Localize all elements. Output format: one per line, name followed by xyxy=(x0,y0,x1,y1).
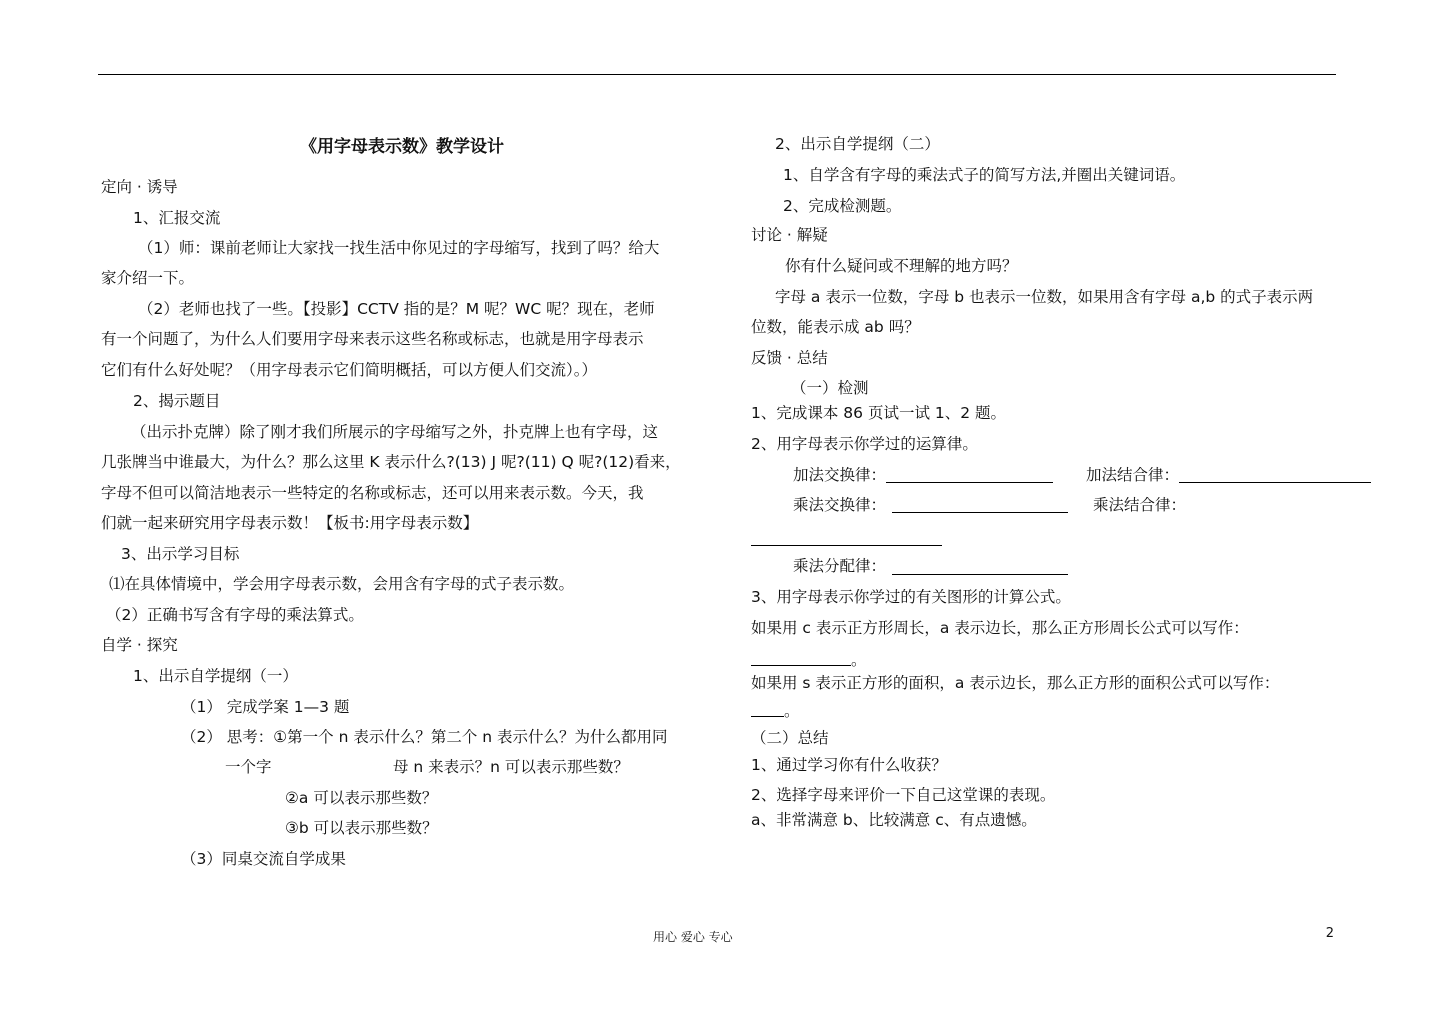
right-line: 3、用字母表示你学过的有关图形的计算公式。 xyxy=(751,588,1071,606)
multiplication-commutative-label: 乘法交换律： xyxy=(793,496,887,514)
left-line: 们就一起来研究用字母表示数！【板书:用字母表示数】 xyxy=(101,514,479,532)
left-line: （3）同桌交流自学成果 xyxy=(181,850,346,868)
right-line: 2、出示自学提纲（二） xyxy=(775,135,940,153)
left-line: （1） 完成学案 1—3 题 xyxy=(181,698,350,716)
left-line: （出示扑克牌）除了刚才我们所展示的字母缩写之外，扑克牌上也有字母，这 xyxy=(131,423,659,441)
right-line: 1、自学含有字母的乘法式子的简写方法,并圈出关键词语。 xyxy=(783,166,1186,184)
right-line: 。 xyxy=(851,651,867,669)
right-line: 你有什么疑问或不理解的地方吗？ xyxy=(785,257,1018,275)
left-line: ⑴在具体情境中，学会用字母表示数，会用含有字母的式子表示数。 xyxy=(109,575,575,593)
left-line: 有一个问题了，为什么人们要用字母来表示这些名称或标志，也就是用字母表示 xyxy=(101,330,644,348)
left-line: （2）老师也找了一些。【投影】CCTV 指的是？M 呢？WC 呢？现在，老师 xyxy=(138,300,655,318)
right-line: 字母 a 表示一位数，字母 b 也表示一位数，如果用含有字母 a,b 的式子表示两 xyxy=(775,288,1314,306)
left-line: 它们有什么好处呢？（用字母表示它们简明概括，可以方便人们交流）。） xyxy=(101,361,598,379)
left-line: ②a 可以表示那些数？ xyxy=(285,789,438,807)
right-line: 如果用 s 表示正方形的面积，a 表示边长，那么正方形的面积公式可以写作： xyxy=(751,674,1280,692)
addition-commutative-blank[interactable] xyxy=(886,468,1053,483)
right-line: 1、通过学习你有什么收获？ xyxy=(751,756,947,774)
section-heading: 定向 · 诱导 xyxy=(101,178,178,196)
right-line: 2、用字母表示你学过的运算律。 xyxy=(751,435,978,453)
multiplication-associative-blank[interactable] xyxy=(751,531,942,546)
distributive-label: 乘法分配律： xyxy=(793,557,887,575)
right-line: 如果用 c 表示正方形周长，a 表示边长，那么正方形周长公式可以写作： xyxy=(751,619,1249,637)
multiplication-associative-label: 乘法结合律： xyxy=(1093,496,1187,514)
right-line: 1、完成课本 86 页试一试 1、2 题。 xyxy=(751,404,1007,422)
left-line: （2）正确书写含有字母的乘法算式。 xyxy=(106,606,364,624)
left-line: 家介绍一下。 xyxy=(101,269,195,287)
addition-associative-blank[interactable] xyxy=(1179,468,1371,483)
right-line: 2、选择字母来评价一下自己这堂课的表现。 xyxy=(751,786,1056,804)
section-heading: 反馈 · 总结 xyxy=(751,349,828,367)
header-rule xyxy=(98,74,1336,75)
left-line: 一个字 xyxy=(225,758,272,776)
left-line: 2、揭示题目 xyxy=(133,392,221,410)
left-line: 几张牌当中谁最大，为什么？那么这里 K 表示什么?(13) J 呢?(11) Q 呢?(12)看来， xyxy=(101,453,681,471)
left-line: 1、出示自学提纲（一） xyxy=(133,667,298,685)
left-line: 1、汇报交流 xyxy=(133,209,221,227)
section-heading: 自学 · 探究 xyxy=(101,636,178,654)
right-line: 。 xyxy=(784,702,800,720)
left-line: （1）师：课前老师让大家找一找生活中你见过的字母缩写，找到了吗？给大 xyxy=(138,239,660,257)
page-footer: 用心 爱心 专心 xyxy=(653,930,733,944)
left-line: ③b 可以表示那些数？ xyxy=(285,819,438,837)
left-line: 母 n 来表示？n 可以表示那些数？ xyxy=(393,758,629,776)
right-line: 位数，能表示成 ab 吗？ xyxy=(751,318,920,336)
distributive-blank[interactable] xyxy=(892,560,1068,575)
right-line: （二）总结 xyxy=(751,729,829,747)
left-line: 3、出示学习目标 xyxy=(121,545,240,563)
page-number: 2 xyxy=(1325,926,1334,941)
right-line: a、非常满意 b、比较满意 c、有点遗憾。 xyxy=(751,811,1037,829)
left-line: （2） 思考：①第一个 n 表示什么？第二个 n 表示什么？为什么都用同 xyxy=(181,728,668,746)
multiplication-commutative-blank[interactable] xyxy=(892,498,1068,513)
addition-associative-label: 加法结合律： xyxy=(1086,466,1180,484)
document-title: 《用字母表示数》教学设计 xyxy=(300,137,504,157)
right-line: （一）检测 xyxy=(791,379,869,397)
area-formula-blank[interactable] xyxy=(751,702,784,717)
left-line: 字母不但可以简洁地表示一些特定的名称或标志，还可以用来表示数。今天，我 xyxy=(101,484,644,502)
perimeter-formula-blank[interactable] xyxy=(751,651,851,666)
addition-commutative-label: 加法交换律： xyxy=(793,466,887,484)
section-heading: 讨论 · 解疑 xyxy=(751,226,828,244)
right-line: 2、完成检测题。 xyxy=(783,197,902,215)
